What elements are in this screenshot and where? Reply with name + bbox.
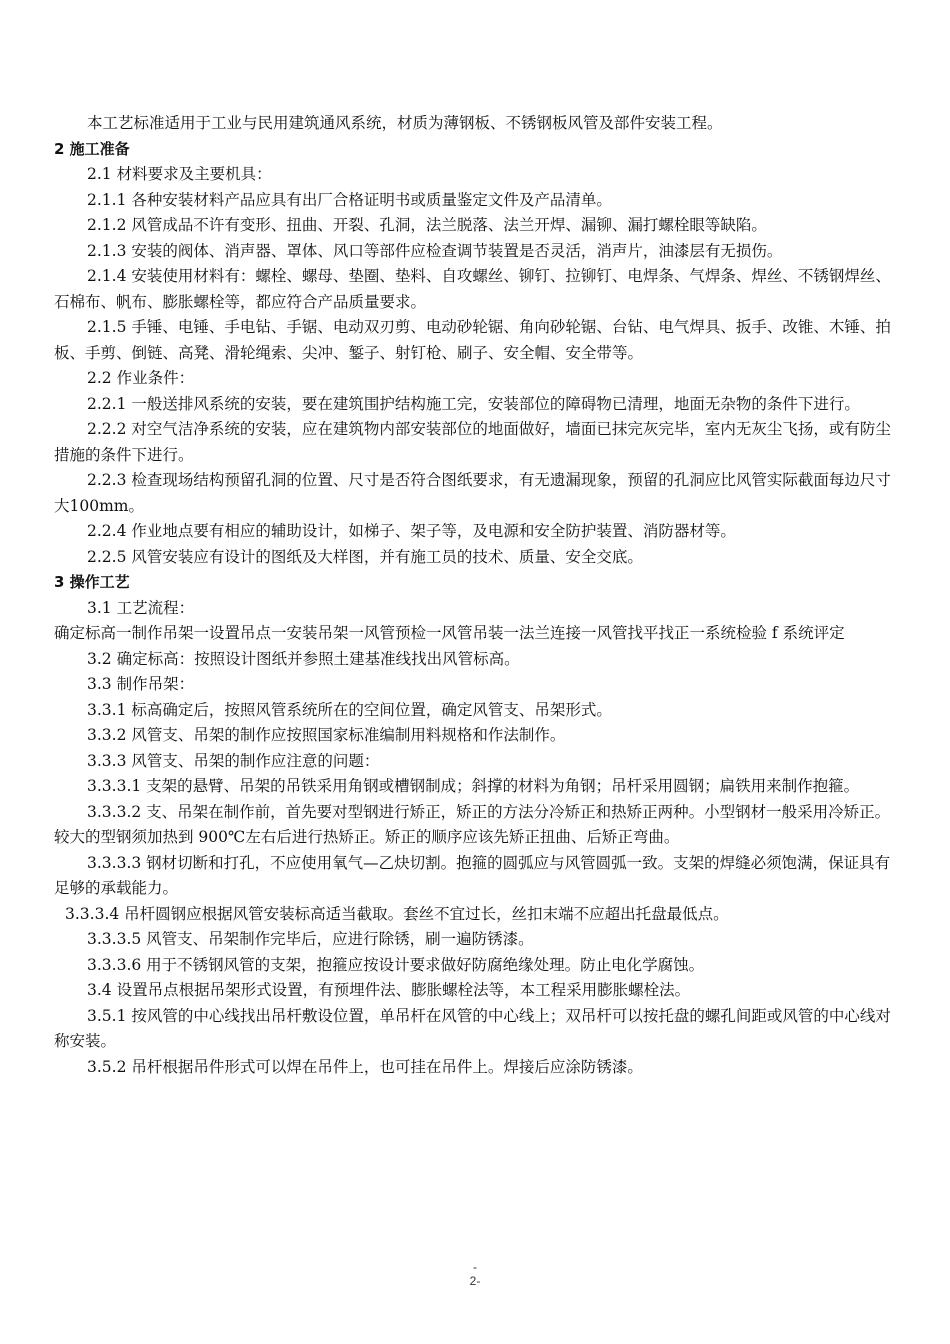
paragraph: 3.3.3.3 钢材切断和打孔，不应使用氧气—乙炔切割。抱箍的圆弧应与风管圆弧一致。支架的焊缝必须饱满，保证具有足够的承载能力。 [54, 853, 891, 897]
paragraph: 3.3.3.1 支架的悬臂、吊架的吊铁采用角钢或槽钢制成；斜撑的材料为角钢；吊杆采用圆钢；扁铁用来制作抱箍。 [87, 777, 860, 795]
page-number: 2- [469, 1274, 481, 1288]
paragraph: 3.5.1 按风管的中心线找出吊杆敷设位置，单吊杆在风管的中心线上；双吊杆可以按托盘的螺孔间距或风管的中心线对称安装。 [54, 1006, 891, 1050]
paragraph: 3.5.2 吊杆根据吊件形式可以焊在吊件上，也可挂在吊件上。焊接后应涂防锈漆。 [87, 1057, 643, 1076]
paragraph: 2.2.5 风管安装应有设计的图纸及大样图，并有施工员的技术、质量、安全交底。 [87, 547, 643, 566]
paragraph: 3.3 制作吊架： [87, 675, 195, 693]
paragraph: 3.1 工艺流程： [87, 598, 195, 617]
paragraph: 3.3.3.4 吊杆圆钢应根据风管安装标高适当截取。套丝不宜过长，丝扣末端不应超出托盘最低点。 [65, 904, 729, 923]
paragraph: 3.3.3.5 风管支、吊架制作完毕后，应进行除锈，刷一遍防锈漆。 [87, 930, 534, 948]
paragraph: 2.2.2 对空气洁净系统的安装，应在建筑物内部安装部位的地面做好，墙面已抹完灰完毕，室内无灰尘飞扬，或有防尘措施的条件下进行。 [54, 420, 891, 464]
paragraph: 3.3.1 标高确定后，按照风管系统所在的空间位置，确定风管支、吊架形式。 [87, 700, 612, 719]
section-heading: 2 施工准备 [54, 139, 130, 158]
footer-dash: - [473, 1260, 477, 1274]
section-heading: 3 操作工艺 [54, 573, 130, 591]
paragraph: 2.1 材料要求及主要机具： [87, 165, 272, 183]
paragraph: 确定标高一制作吊架一设置吊点一安装吊架一风管预检一风管吊装一法兰连接一风管找平找正一系统检验 f 系统评定 [54, 624, 845, 642]
document-body [54, 111, 904, 1080]
paragraph: 3.2 确定标高：按照设计图纸并参照土建基准线找出风管标高。 [87, 649, 520, 668]
paragraph: 3.3.3.6 用于不锈钢风管的支架，抱箍应按设计要求做好防腐绝缘处理。防止电化学腐蚀。 [87, 955, 705, 974]
paragraph: 2.1.1 各种安装材料产品应具有出厂合格证明书或质量鉴定文件及产品清单。 [87, 190, 612, 209]
paragraph: 3.3.3.2 支、吊架在制作前，首先要对型钢进行矫正，矫正的方法分冷矫正和热矫正两种。小型钢材一般采用冷矫正。较大的型钢须加热到 900℃左右后进行热矫正。矫正的顺序应该先矫正扭曲、后矫正弯曲。 [54, 802, 891, 846]
paragraph: 2.2.4 作业地点要有相应的辅助设计，如梯子、架子等，及电源和安全防护装置、消防器材等。 [87, 522, 736, 540]
paragraph: 2.2 作业条件： [87, 369, 195, 387]
paragraph: 2.1.4 安装使用材料有：螺栓、螺母、垫圈、垫料、自攻螺丝、铆钉、拉铆钉、电焊条、气焊条、焊丝、不锈钢焊丝、石棉布、帆布、膨胀螺栓等，都应符合产品质量要求。 [54, 267, 891, 311]
paragraph: 本工艺标准适用于工业与民用建筑通风系统，材质为薄钢板、不锈钢板风管及部件安装工程。 [87, 114, 723, 132]
paragraph: 2.1.5 手锤、电锤、手电钻、手锯、电动双刃剪、电动砂轮锯、角向砂轮锯、台钻、电气焊具、扳手、改锥、木锤、拍板、手剪、倒链、高凳、滑轮绳索、尖冲、錾子、射钉枪、刷子、安全帽、安全带等。 [54, 318, 891, 362]
paragraph: 3.4 设置吊点根据吊架形式设置，有预埋件法、膨胀螺栓法等，本工程采用膨胀螺栓法。 [87, 981, 691, 999]
paragraph: 2.1.3 安装的阀体、消声器、罩体、风口等部件应检查调节装置是否灵活，消声片，油漆层有无损伤。 [87, 241, 783, 260]
paragraph: 3.3.2 风管支、吊架的制作应按照国家标准编制用料规格和作法制作。 [87, 726, 566, 744]
paragraph: 2.2.1 一般送排风系统的安装，要在建筑围护结构施工完，安装部位的障碍物已清理，地面无杂物的条件下进行。 [87, 394, 860, 413]
paragraph: 2.2.3 检查现场结构预留孔洞的位置、尺寸是否符合图纸要求，有无遗漏现象，预留的孔洞应比风管实际截面每边尺寸大100mm。 [54, 471, 891, 515]
paragraph: 3.3.3 风管支、吊架的制作应注意的问题： [87, 751, 380, 770]
paragraph: 2.1.2 风管成品不许有变形、扭曲、开裂、孔洞，法兰脱落、法兰开焊、漏铆、漏打螺栓眼等缺陷。 [87, 216, 767, 234]
